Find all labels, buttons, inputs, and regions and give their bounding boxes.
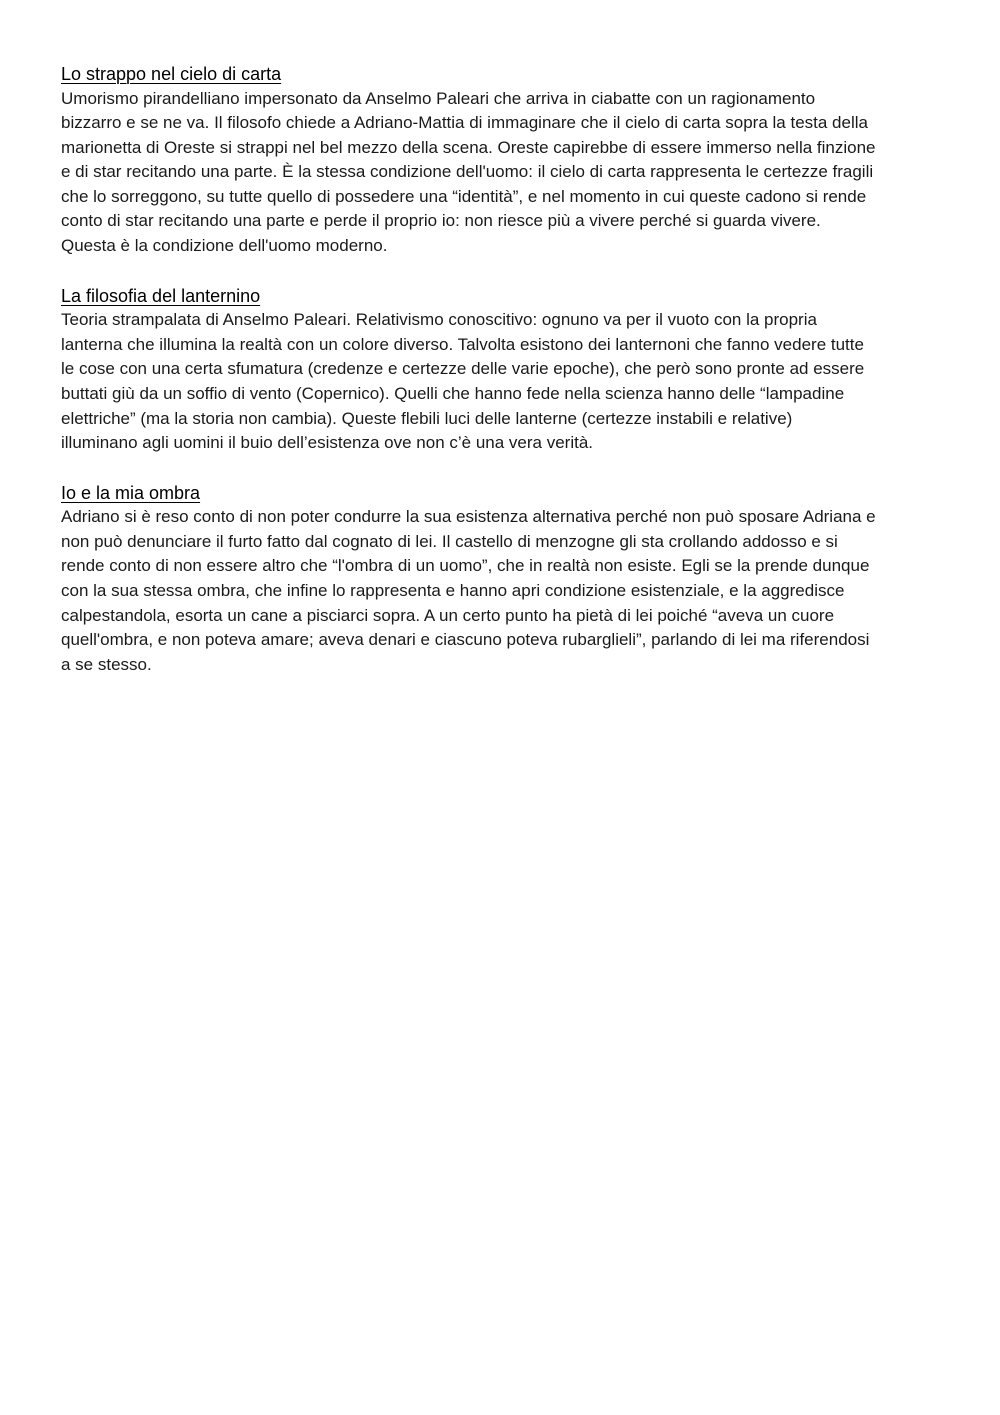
text-line: lanterna che illumina la realtà con un colore diverso. Talvolta esistono dei lanternoni che fanno vedere tutte	[61, 334, 864, 354]
section-body	[61, 505, 941, 677]
text-line: Umorismo pirandelliano impersonato da Anselmo Paleari che arriva in ciabatte con un ragionamento	[61, 88, 816, 108]
text-line: Adriano si è reso conto di non poter condurre la sua esistenza alternativa perché non può sposare Adriana e	[61, 507, 876, 527]
text-line: a se stesso.	[61, 654, 152, 674]
text-line: illuminano agli uomini il buio dell’esistenza ove non c’è una vera verità.	[61, 433, 594, 453]
text-line: che lo sorreggono, su tutte quello di possedere una “identità”, e nel momento in cui queste cadono si rende	[61, 186, 867, 206]
section-lanternino	[61, 284, 941, 456]
section-strappo	[61, 62, 941, 259]
text-line: con la sua stessa ombra, che infine lo rappresenta e hanno apri condizione esistenziale, e la aggredisce	[61, 581, 845, 600]
text-line: le cose con una certa sfumatura (credenze e certezze delle varie epoche), che però sono pronte ad essere	[61, 359, 865, 379]
section-title: Lo strappo nel cielo di carta	[61, 64, 282, 84]
text-line: calpestandola, esorta un cane a pisciarci sopra. A un certo punto ha pietà di lei poiché “aveva un cuore	[61, 605, 835, 625]
section-title: Io e la mia ombra	[61, 482, 201, 503]
text-line: non può denunciare il furto fatto dal cognato di lei. Il castello di menzogne gli sta crollando addosso e si	[61, 531, 838, 551]
section-body	[61, 87, 941, 259]
text-line: marionetta di Oreste si strappi nel bel mezzo della scena. Oreste capirebbe di essere immerso nella finzione	[61, 137, 876, 157]
text-line: e di star recitando una parte. È la stessa condizione dell'uomo: il cielo di carta rappresenta le certezze fragili	[61, 162, 874, 182]
text-line: quell'ombra, e non poteva amare; aveva denari e ciascuno poteva rubarglieli”, parlando di lei ma riferendosi	[61, 630, 870, 650]
text-line: rende conto di non essere altro che “l'ombra di un uomo”, che in realtà non esiste. Egli se la prende dunque	[61, 556, 870, 576]
text-line: conto di star recitando una parte e perde il proprio io: non riesce più a vivere perché si guarda vivere.	[61, 211, 821, 231]
text-line: Teoria strampalata di Anselmo Paleari. Relativismo conoscitivo: ognuno va per il vuoto con la propria	[61, 310, 817, 330]
section-title: La filosofia del lanternino	[61, 285, 261, 306]
text-line: bizzarro e se ne va. Il filosofo chiede a Adriano-Mattia di immaginare che il cielo di carta sopra la testa della	[61, 113, 868, 133]
text-line: buttati giù da un soffio di vento (Copernico). Quelli che hanno fede nella scienza hanno delle “lampadine	[61, 383, 845, 403]
text-line: elettriche” (ma la storia non cambia). Queste flebili luci delle lanterne (certezze instabili e relative)	[61, 408, 793, 428]
document-page	[61, 62, 941, 702]
text-line: Questa è la condizione dell'uomo moderno.	[61, 236, 388, 256]
section-body	[61, 308, 941, 456]
section-ombra	[61, 481, 941, 678]
